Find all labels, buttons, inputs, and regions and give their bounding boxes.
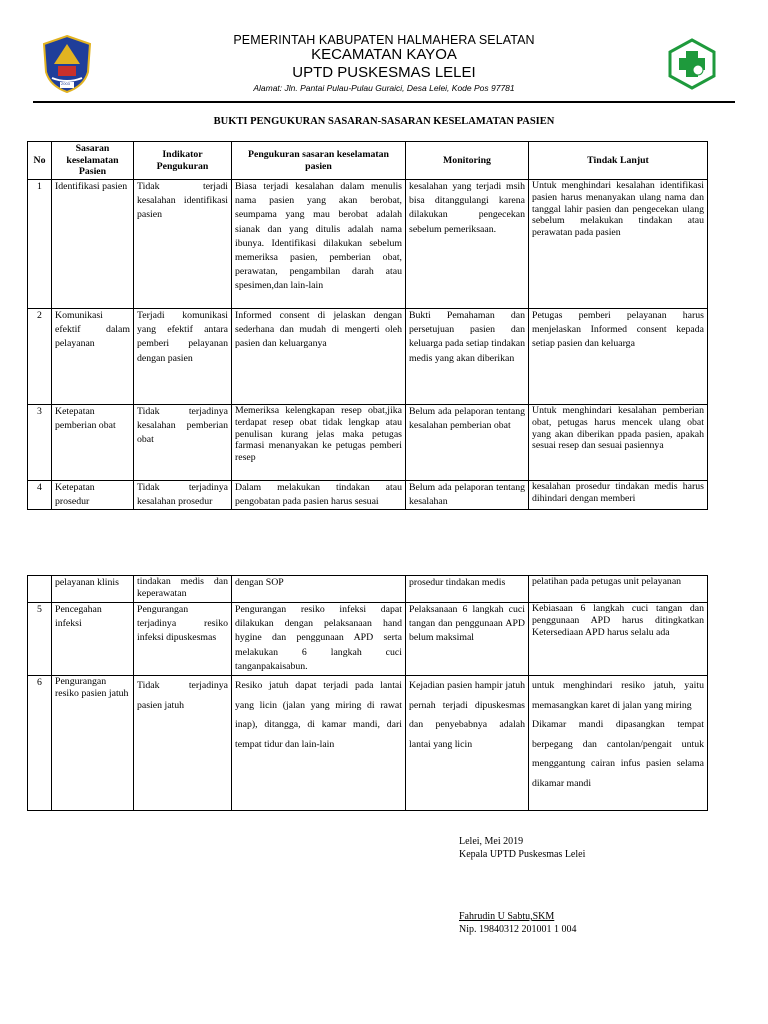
table-row [28, 309, 708, 405]
cell-indikator: Tidak terjadinya kesalahan prosedur [134, 481, 232, 510]
header-pengukuran: Pengukuran sasaran keselamatan pasien [232, 142, 406, 180]
cell-pengukuran: Dalam melakukan tindakan atau pengobatan pada pasien harus sesuai [232, 481, 406, 510]
cell-tindak-lanjut: Untuk menghindari kesalahan pemberian obat, petugas harus mencek ulang obat yang akan diberikan ppada pasien, apakah sesuai resep dan sesuai pasiennya [529, 405, 708, 481]
measurement-table [27, 141, 708, 510]
cell-no: 1 [28, 180, 52, 309]
cell-no: 2 [28, 309, 52, 405]
cell-tindak-lanjut: kesalahan prosedur tindakan medis harus dihindari dengan memberi [529, 481, 708, 510]
signature-block [459, 836, 719, 861]
header-monitoring: Monitoring [406, 142, 529, 180]
cell-indikator: Terjadi komunikasi yang efektif antara pemberi pelayanan dengan pasien [134, 309, 232, 405]
cell-monitoring: kesalahan yang terjadi msih bisa ditanggulangi karena dilakukan pengecekan sebelum pemeriksaan. [406, 180, 529, 309]
signature-name: Fahrudin U Sabtu,SKM [459, 911, 555, 922]
cell-sasaran: Pencegahan infeksi [52, 603, 134, 676]
cell-indikator: Tidak terjadi kesalahan identifikasi pasien [134, 180, 232, 309]
signature-place-date: Lelei, Mei 2019 [459, 836, 524, 847]
cell-no: 5 [28, 603, 52, 676]
header-tindak-lanjut: Tindak Lanjut [529, 142, 708, 180]
table-row [28, 180, 708, 309]
cell-pengukuran: dengan SOP [232, 576, 406, 603]
table-row [28, 576, 708, 603]
measurement-table-continued [27, 575, 708, 811]
cell-monitoring: Pelaksanaan 6 langkah cuci tangan dan penggunaan APD belum maksimal [406, 603, 529, 676]
government-name: PEMERINTAH KABUPATEN HALMAHERA SELATAN [233, 33, 535, 47]
table-row [28, 676, 708, 811]
cell-sasaran: Ketepatan prosedur [52, 481, 134, 510]
header-divider [33, 101, 735, 103]
header-sasaran: Sasaran keselamatan Pasien [52, 142, 134, 180]
cell-pengukuran: Pengurangan resiko infeksi dapat dilakukan dengan pelaksanaan hand hygine dan penggunaan APD serta melakukan 6 langkah cuci tanganpakaisabun. [232, 603, 406, 676]
cell-sasaran: Identifikasi pasien [52, 180, 134, 309]
document-title: BUKTI PENGUKURAN SASARAN-SASARAN KESELAMATAN PASIEN [213, 116, 555, 127]
cell-monitoring: Bukti Pemahaman dan persetujuan pasien dan keluarga pada setiap tindakan medis yang akan diberikan [406, 309, 529, 405]
cell-pengukuran: Resiko jatuh dapat terjadi pada lantai yang licin (jalan yang miring di rawat inap), ditangga, di kamar mandi, dari tempat tidur dan lain-lain [232, 676, 406, 811]
cell-no: 4 [28, 481, 52, 510]
cell-pengukuran: Informed consent di jelaskan dengan sederhana dan mudah di mengerti oleh pasien dan keluarganya [232, 309, 406, 405]
unit-name: UPTD PUSKESMAS LELEI [292, 64, 476, 81]
signature-nip: Nip. 19840312 201001 1 004 [459, 923, 577, 935]
signature-name-block [459, 911, 719, 936]
table-row [28, 405, 708, 481]
cell-tindak-lanjut [529, 676, 708, 811]
cell-pengukuran: Biasa terjadi kesalahan dalam menulis nama pasien yang akan berobat, seumpama yang mau berobat adalah sianak dan yang ditulis adalah nama ibunya. Identifikasi dilakukan sebelum memeriksa pasien, pemberian obat, perawatan, pengambilan darah atau spesimen,dan lain-lain [232, 180, 406, 309]
cell-monitoring: prosedur tindakan medis [406, 576, 529, 603]
address: Alamat: Jln. Pantai Pulau-Pulau Guraici, Desa Lelei, Kode Pos 97781 [253, 83, 515, 93]
cell-indikator: Tidak terjadinya pasien jatuh [134, 676, 232, 811]
cell-sasaran: Komunikasi efektif dalam pelayanan [52, 309, 134, 405]
cell-no: 6 [28, 676, 52, 811]
regency-logo [40, 34, 94, 94]
header-indikator: Indikator Pengukuran [134, 142, 232, 180]
cell-no [28, 576, 52, 603]
cell-tindak-lanjut: Kebiasaan 6 langkah cuci tangan dan penggunaan APD harus ditingkatkan Ketersediaan APD harus selalu ada [529, 603, 708, 676]
cell-monitoring: Belum ada pelaporan tentang kesalahan [406, 481, 529, 510]
district-name: KECAMATAN KAYOA [311, 46, 457, 63]
cell-indikator: Pengurangan terjadinya resiko infeksi dipuskesmas [134, 603, 232, 676]
table-header-row [28, 142, 708, 180]
puskesmas-logo [666, 38, 718, 90]
cell-monitoring: Kejadian pasien hampir jatuh pernah terjadi dipuskesmas dan penyebabnya adalah lantai yang licin [406, 676, 529, 811]
tindak-lanjut-part-1: untuk menghindari resiko jatuh, yaitu memasangkan karet di jalan yang miring [532, 680, 704, 711]
cell-sasaran: Pengurangan resiko pasien jatuh [52, 676, 134, 811]
cell-sasaran: Ketepatan pemberian obat [52, 405, 134, 481]
cell-sasaran: pelayanan klinis [52, 576, 134, 603]
cell-tindak-lanjut: Petugas pemberi pelayanan harus menjelaskan Informed consent kepada setiap pasien dan keluarga [529, 309, 708, 405]
cell-pengukuran: Memeriksa kelengkapan resep obat,jika terdapat resep obat tidak lengkap atau penulisan kurang jelas maka petugas farmasi menanyakan ke petugas pemberi resep [232, 405, 406, 481]
table-row [28, 603, 708, 676]
cell-tindak-lanjut: pelatihan pada petugas unit pelayanan [529, 576, 708, 603]
header-no: No [28, 142, 52, 180]
tindak-lanjut-part-2: Dikamar mandi dipasangkan tempat berpegang dan cantolan/pengait untuk menggantung cairan infus pasien selama dikamar mandi [532, 719, 704, 789]
cell-indikator: tindakan medis dan keperawatan [134, 576, 232, 603]
logo-year: 2003 [61, 81, 70, 86]
cell-monitoring: Belum ada pelaporan tentang kesalahan pemberian obat [406, 405, 529, 481]
table-row [28, 481, 708, 510]
cell-tindak-lanjut: Untuk menghindari kesalahan identifikasi pasien harus menanyakan ulang nama dan tanggal lahir pasien dan pengecekan ulang sebelum melakukan tindakan atau perawatan pada pasien [529, 180, 708, 309]
cell-indikator: Tidak terjadinya kesalahan pemberian obat [134, 405, 232, 481]
cell-no: 3 [28, 405, 52, 481]
signature-position: Kepala UPTD Puskesmas Lelei [459, 848, 586, 860]
